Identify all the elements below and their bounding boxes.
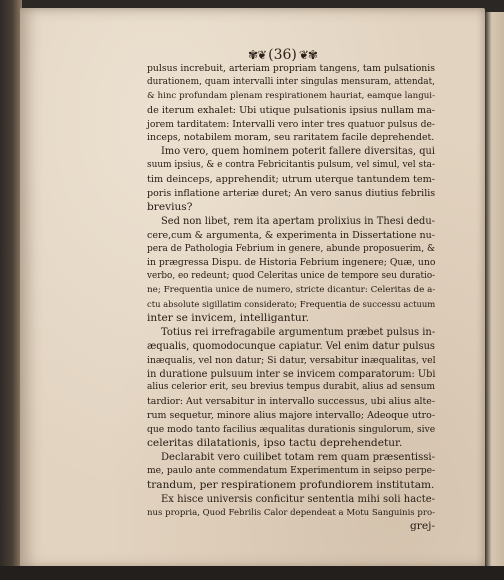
text-line: pulsus increbuit, arteriam propriam tangens, tam pulsationis — [147, 63, 435, 74]
paragraph-start-line: Totius rei irrefragabile argumentum præbet pulsus in- — [161, 326, 436, 338]
text-line: alius celerior erit, seu brevius tempus durabit, alius ad sensum — [147, 382, 435, 393]
facing-page-edge — [485, 12, 504, 567]
text-line: durationem, quam intervalli inter singulas mensuram, attendat, — [147, 76, 435, 87]
body-text — [147, 62, 435, 534]
ornament-left-icon: ✾❦ — [248, 48, 267, 62]
paragraph-start-line: Imo vero, quem hominem poterit fallere diversitas, qui — [161, 146, 435, 158]
ornament-right-icon: ❦✾ — [298, 48, 317, 62]
book-gutter — [0, 0, 22, 580]
text-line: ctu absolute sigillatim considerato; Frequentia de successu actuum — [147, 299, 436, 310]
text-line: celeritas dilatationis, ipso tactu deprehendetur. — [147, 437, 403, 450]
text-line: inæqualis, vel non datur; Si datur, versabitur inæqualitas, vel — [147, 354, 436, 366]
text-line: brevius? — [147, 200, 193, 213]
text-line: tim deinceps, apprehendit; utrum uterque tantundem tem- — [147, 174, 435, 186]
scan-bottom-edge — [0, 566, 504, 580]
text-line: me, paulo ante commendatum Experimentum in seipso perpe- — [147, 465, 436, 476]
text-line: jorem tarditatem: Intervalli vero inter tres quatuor pulsus de- — [147, 118, 435, 130]
text-line: inceps, notabilem moram, seu raritatem facile deprehendet. — [147, 132, 435, 144]
text-line: poris inflatione arteriæ duret; An vero sanus diutius febrilis — [147, 188, 436, 200]
text-line: in duratione pulsuum inter se invicem comparatorum: Ubi — [147, 368, 436, 380]
text-line: verbo, eo redeunt; quod Celeritas unice de tempore seu duratio- — [147, 271, 436, 282]
text-line: de iterum exhalet: Ubi utique pulsationis ipsius nullam ma- — [147, 104, 435, 116]
page-number: (36) — [268, 47, 297, 63]
paragraph-start-line: Sed non libet, rem ita apertam prolixius in Thesi dedu- — [161, 215, 435, 227]
text-line: ne; Frequentia unice de numero, stricte dicantur: Celeritas de a- — [147, 285, 436, 296]
text-line: trandum, per respirationem profundiorem institutam. — [147, 478, 435, 491]
text-line: æqualis, quomodocunque capiatur. Vel enim datur pulsus — [147, 340, 435, 352]
text-line: cere,cum & argumenta, & experimenta in Dissertatione nu- — [147, 229, 435, 241]
catchword: grej- — [410, 520, 435, 533]
paragraph-start-line: Declarabit vero cuilibet totam rem quam præsentissi- — [161, 451, 435, 463]
text-line: suum ipsius, & e contra Febricitantis pulsum, vel simul, vel sta- — [147, 160, 435, 171]
text-line: rum sequetur, minore alius majore intervallo; Adeoque utro- — [147, 410, 435, 422]
text-line: tardior: Aut versabitur in intervallo successus, ubi alius alte- — [147, 396, 435, 408]
paragraph-start-line: Ex hisce universis conficitur sententia mihi soli hacte- — [161, 493, 435, 505]
text-line: que modo tanto facilius æqualitas durationis singulorum, sive — [147, 424, 436, 436]
page-header — [248, 47, 317, 63]
text-line: pera de Pathologia Febrium in genere, abunde proposuerim, & — [147, 243, 435, 254]
text-line: & hinc profundam plenam respirationem hauriat, eamque langui- — [147, 90, 435, 101]
text-line: inter se invicem, intelligantur. — [147, 312, 309, 325]
text-line: in prægressa Dispu. de Historia Febrium ingenere; Quæ, uno — [147, 257, 436, 269]
text-line: nus propria, Quod Febrilis Calor dependeat a Motu Sanguinis pro- — [147, 507, 435, 518]
